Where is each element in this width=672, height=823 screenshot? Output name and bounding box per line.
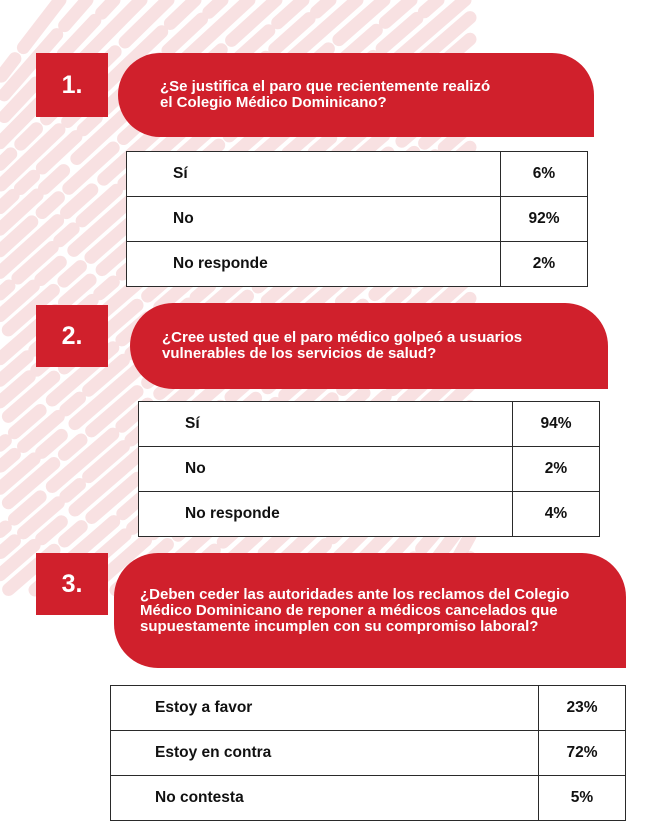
answer-label: Estoy a favor [111, 686, 539, 731]
answer-percent: 92% [501, 197, 588, 242]
answer-percent: 2% [501, 242, 588, 287]
table-row [139, 492, 600, 537]
answer-label: No contesta [111, 776, 539, 821]
question-2-text: ¿Cree usted que el paro médico golpeó a usuarios vulnerables de los servicios de salud? [162, 329, 523, 362]
question-2-table [138, 401, 600, 537]
answer-percent: 94% [513, 402, 600, 447]
answer-percent: 23% [539, 686, 626, 731]
question-3-text: ¿Deben ceder las autoridades ante los reclamos del Colegio Médico Dominicano de reponer a médicos cancelados que supuestamente incumplen con su compromiso laboral? [140, 585, 570, 635]
answer-percent: 5% [539, 776, 626, 821]
question-1-banner [118, 53, 594, 137]
question-1-text: ¿Se justifica el paro que recientemente realizó el Colegio Médico Dominicano? [160, 78, 491, 111]
answer-percent: 4% [513, 492, 600, 537]
question-3-number: 3. [36, 553, 108, 615]
question-1-number: 1. [36, 53, 108, 117]
answer-label: Estoy en contra [111, 731, 539, 776]
answer-label: No [127, 197, 501, 242]
answer-percent: 6% [501, 152, 588, 197]
question-2-banner [130, 303, 608, 389]
answer-label: No responde [139, 492, 513, 537]
table-row [139, 447, 600, 492]
table-row [111, 776, 626, 821]
question-1-table [126, 151, 588, 287]
answer-label: No responde [127, 242, 501, 287]
table-row [127, 197, 588, 242]
question-2-number: 2. [36, 305, 108, 367]
table-row [127, 242, 588, 287]
table-row [127, 152, 588, 197]
answer-percent: 2% [513, 447, 600, 492]
answer-label: Sí [139, 402, 513, 447]
answer-label: Sí [127, 152, 501, 197]
question-3-table [110, 685, 626, 821]
answer-label: No [139, 447, 513, 492]
table-row [111, 731, 626, 776]
table-row [139, 402, 600, 447]
table-row [111, 686, 626, 731]
question-3-banner [114, 553, 626, 668]
answer-percent: 72% [539, 731, 626, 776]
